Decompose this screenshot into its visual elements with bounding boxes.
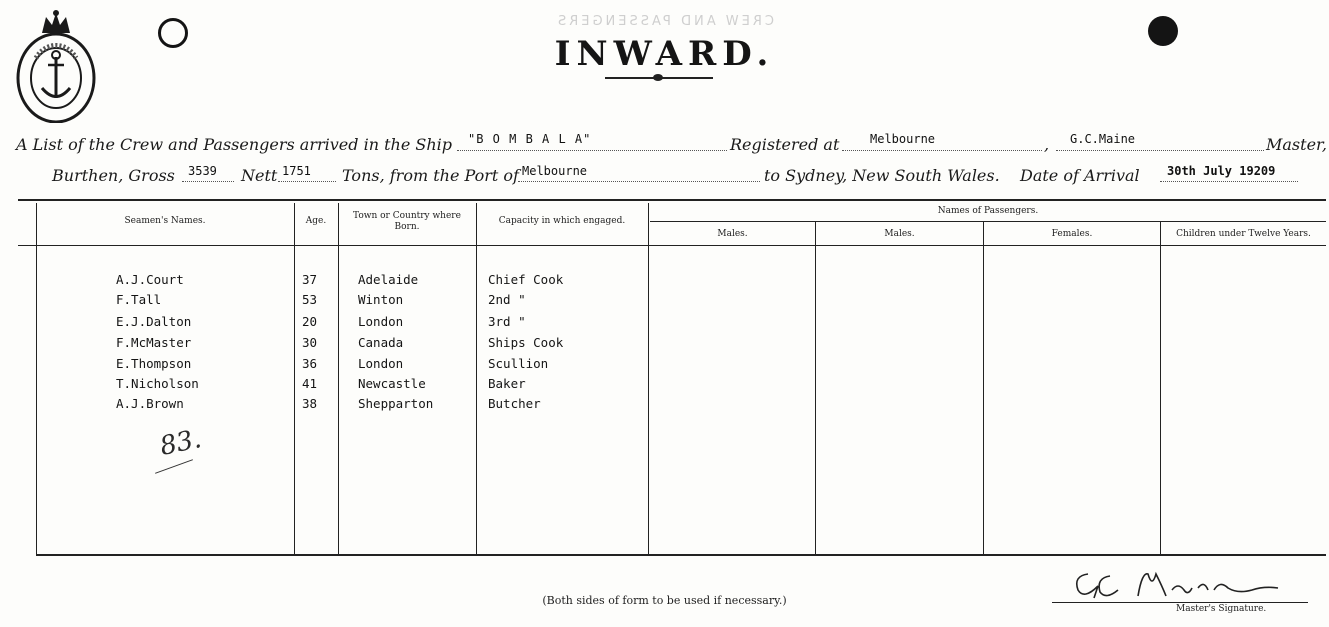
signature-text <box>1068 566 1074 567</box>
col-divider-capacity <box>476 203 477 555</box>
master-line <box>1056 149 1264 151</box>
handwritten-annotation: 83. <box>157 424 205 462</box>
nett-tonnage: 1751 <box>282 164 311 178</box>
tons-label: Tons, from the Port of <box>342 166 519 185</box>
crew-town: Newcastle <box>358 376 426 391</box>
crew-name: E.J.Dalton <box>116 314 192 329</box>
header-males-2: Males. <box>884 229 915 239</box>
departure-port: Melbourne <box>522 164 588 178</box>
crew-age: 36 <box>302 356 318 371</box>
master-name: G.C.Maine <box>1070 132 1136 146</box>
crew-name: A.J.Court <box>116 272 184 287</box>
destination-label: to Sydney, New South Wales. <box>764 166 1000 185</box>
registered-port: Melbourne <box>870 132 936 146</box>
crew-capacity: Butcher <box>488 396 541 411</box>
crew-age: 20 <box>302 314 318 329</box>
burthen-label: Burthen, Gross <box>52 166 175 185</box>
signature-line <box>1052 602 1308 603</box>
crew-name: F.McMaster <box>116 335 192 350</box>
arrival-label: Date of Arrival <box>1020 166 1140 185</box>
ship-name: "B O M B A L A" <box>468 132 592 146</box>
col-divider-females <box>983 222 984 555</box>
signature-scrawl-icon <box>1068 566 1288 606</box>
crew-town: Winton <box>358 292 404 307</box>
intro-label: A List of the Crew and Passengers arrived in the Ship <box>16 135 452 154</box>
header-seamen-names: Seamen's Names. <box>124 216 206 226</box>
master-label: Master, <box>1266 135 1328 154</box>
col-divider-passengers <box>648 203 649 555</box>
passenger-subheader-rule <box>650 221 1326 222</box>
gross-line <box>182 180 234 182</box>
crew-name: E.Thompson <box>116 356 192 371</box>
crew-capacity: Chief Cook <box>488 272 564 287</box>
signature-label: Master's Signature. <box>1176 604 1267 614</box>
header-males-1: Males. <box>717 229 748 239</box>
crew-age: 37 <box>302 272 318 287</box>
crew-age: 30 <box>302 335 318 350</box>
title-rule-ornament <box>653 74 663 81</box>
footer-note: (Both sides of form to be used if necessary.) <box>542 594 787 607</box>
header-females: Females. <box>1051 229 1093 239</box>
crew-town: Shepparton <box>358 396 434 411</box>
ship-name-line <box>457 149 727 151</box>
crew-town: Canada <box>358 335 404 350</box>
header-children: Children under Twelve Years. <box>1176 229 1311 239</box>
crew-age: 53 <box>302 292 318 307</box>
table-bottom-rule <box>36 554 1326 556</box>
bleed-through-text: CREW AND PASSENGERS <box>555 14 774 29</box>
crew-name: F.Tall <box>116 292 162 307</box>
registered-comma: , <box>1044 135 1050 154</box>
crew-capacity: Ships Cook <box>488 335 564 350</box>
departure-line <box>518 180 760 182</box>
master-signature <box>1068 566 1288 606</box>
crew-town: Adelaide <box>358 272 419 287</box>
crew-capacity: Baker <box>488 376 526 391</box>
registered-line <box>842 149 1042 151</box>
arrival-line <box>1160 180 1298 182</box>
crew-name: T.Nicholson <box>116 376 199 391</box>
annotation-underline <box>155 459 193 474</box>
col-divider-town <box>338 203 339 555</box>
header-town: Town or Country where Born. <box>353 211 461 232</box>
nett-label: Nett <box>241 166 278 185</box>
crew-age: 38 <box>302 396 318 411</box>
crew-capacity: 3rd " <box>488 314 526 329</box>
crew-town: London <box>358 314 404 329</box>
crew-capacity: Scullion <box>488 356 549 371</box>
col-divider-children <box>1160 222 1161 555</box>
gross-tonnage: 3539 <box>188 164 217 178</box>
header-bottom-rule <box>18 245 1326 246</box>
header-capacity: Capacity in which engaged. <box>498 216 626 226</box>
crew-town: London <box>358 356 404 371</box>
col-divider-age <box>294 203 295 555</box>
crew-name: A.J.Brown <box>116 396 184 411</box>
col-divider-left <box>36 203 37 555</box>
table-top-rule <box>18 199 1326 201</box>
nett-line <box>278 180 336 182</box>
crew-capacity: 2nd " <box>488 292 526 307</box>
arrival-date: 30th July 19209 <box>1167 164 1276 178</box>
page-title: INWARD. <box>554 34 775 74</box>
col-divider-males2 <box>815 222 816 555</box>
header-passengers: Names of Passengers. <box>937 206 1039 216</box>
header-age: Age. <box>305 216 327 226</box>
crew-age: 41 <box>302 376 318 391</box>
registered-label: Registered at <box>730 135 840 154</box>
